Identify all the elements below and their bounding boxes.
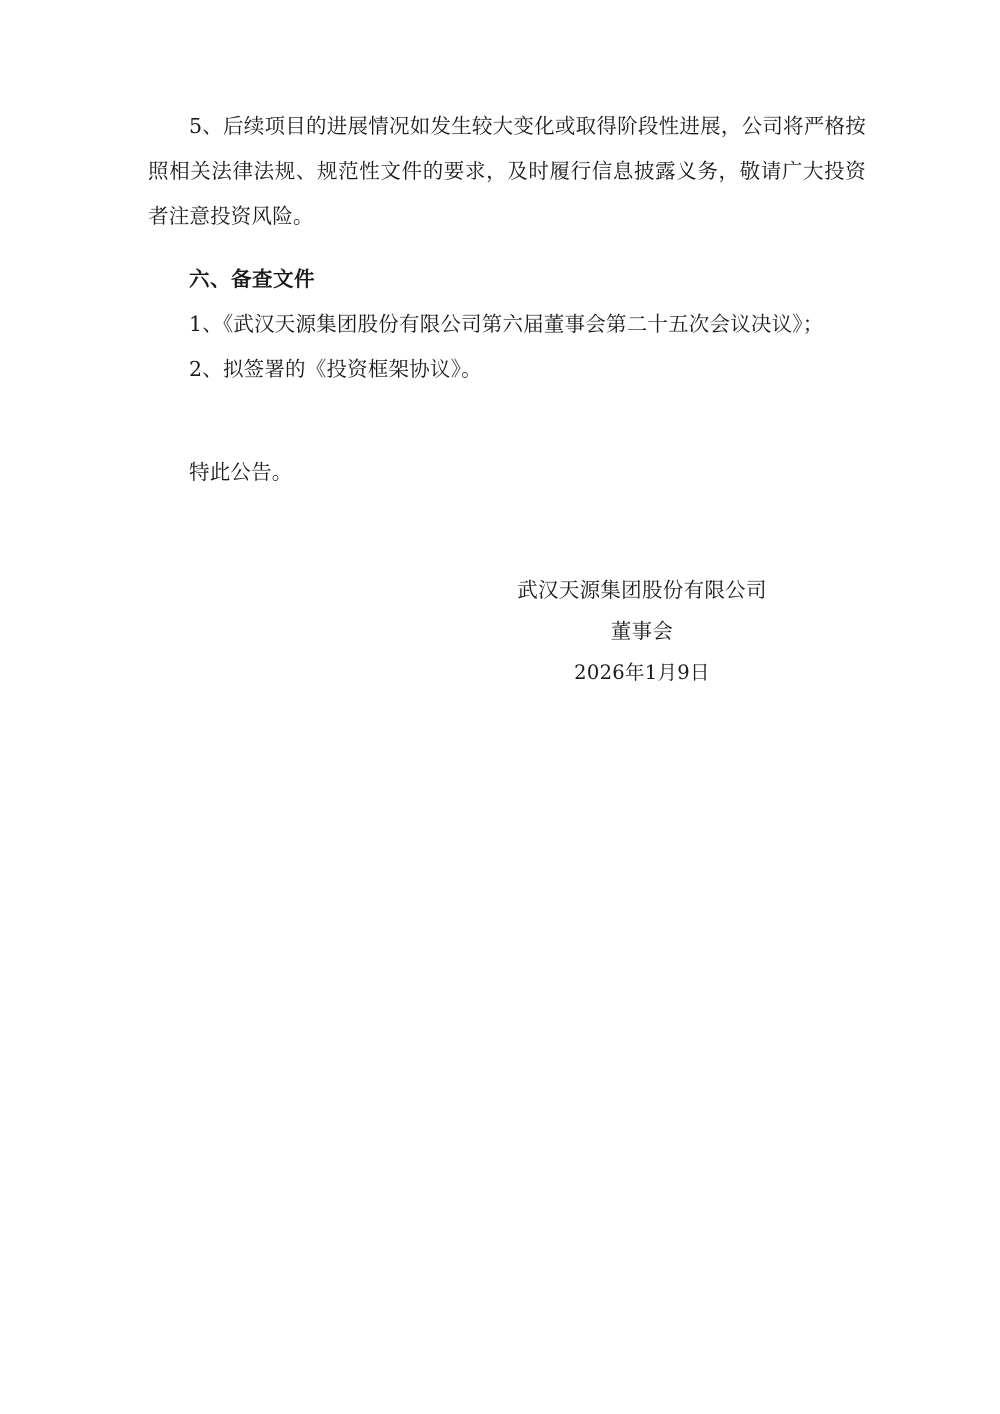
section-heading-reference-documents: 六、备查文件: [189, 267, 315, 291]
signature-company-name: 武汉天源集团股份有限公司: [517, 578, 767, 602]
closing-statement: 特此公告。: [189, 460, 293, 484]
vertical-spacer: [148, 392, 866, 450]
reference-item-1: 1、《武汉天源集团股份有限公司第六届董事会第二十五次会议决议》；: [189, 312, 824, 336]
document-body: [148, 104, 866, 495]
reference-item-2: 2、拟签署的《投资框架协议》。: [189, 357, 482, 381]
signature-area: [148, 570, 866, 693]
signature-block: [517, 570, 767, 693]
body-paragraph-5: 5、后续项目的进展情况如发生较大变化或取得阶段性进展，公司将严格按照相关法律法规、规范性文件的要求，及时履行信息披露义务，敬请广大投资者注意投资风险。: [148, 114, 866, 228]
signature-organ: 董事会: [610, 619, 674, 643]
signature-date: 2026年1月9日: [574, 661, 710, 684]
